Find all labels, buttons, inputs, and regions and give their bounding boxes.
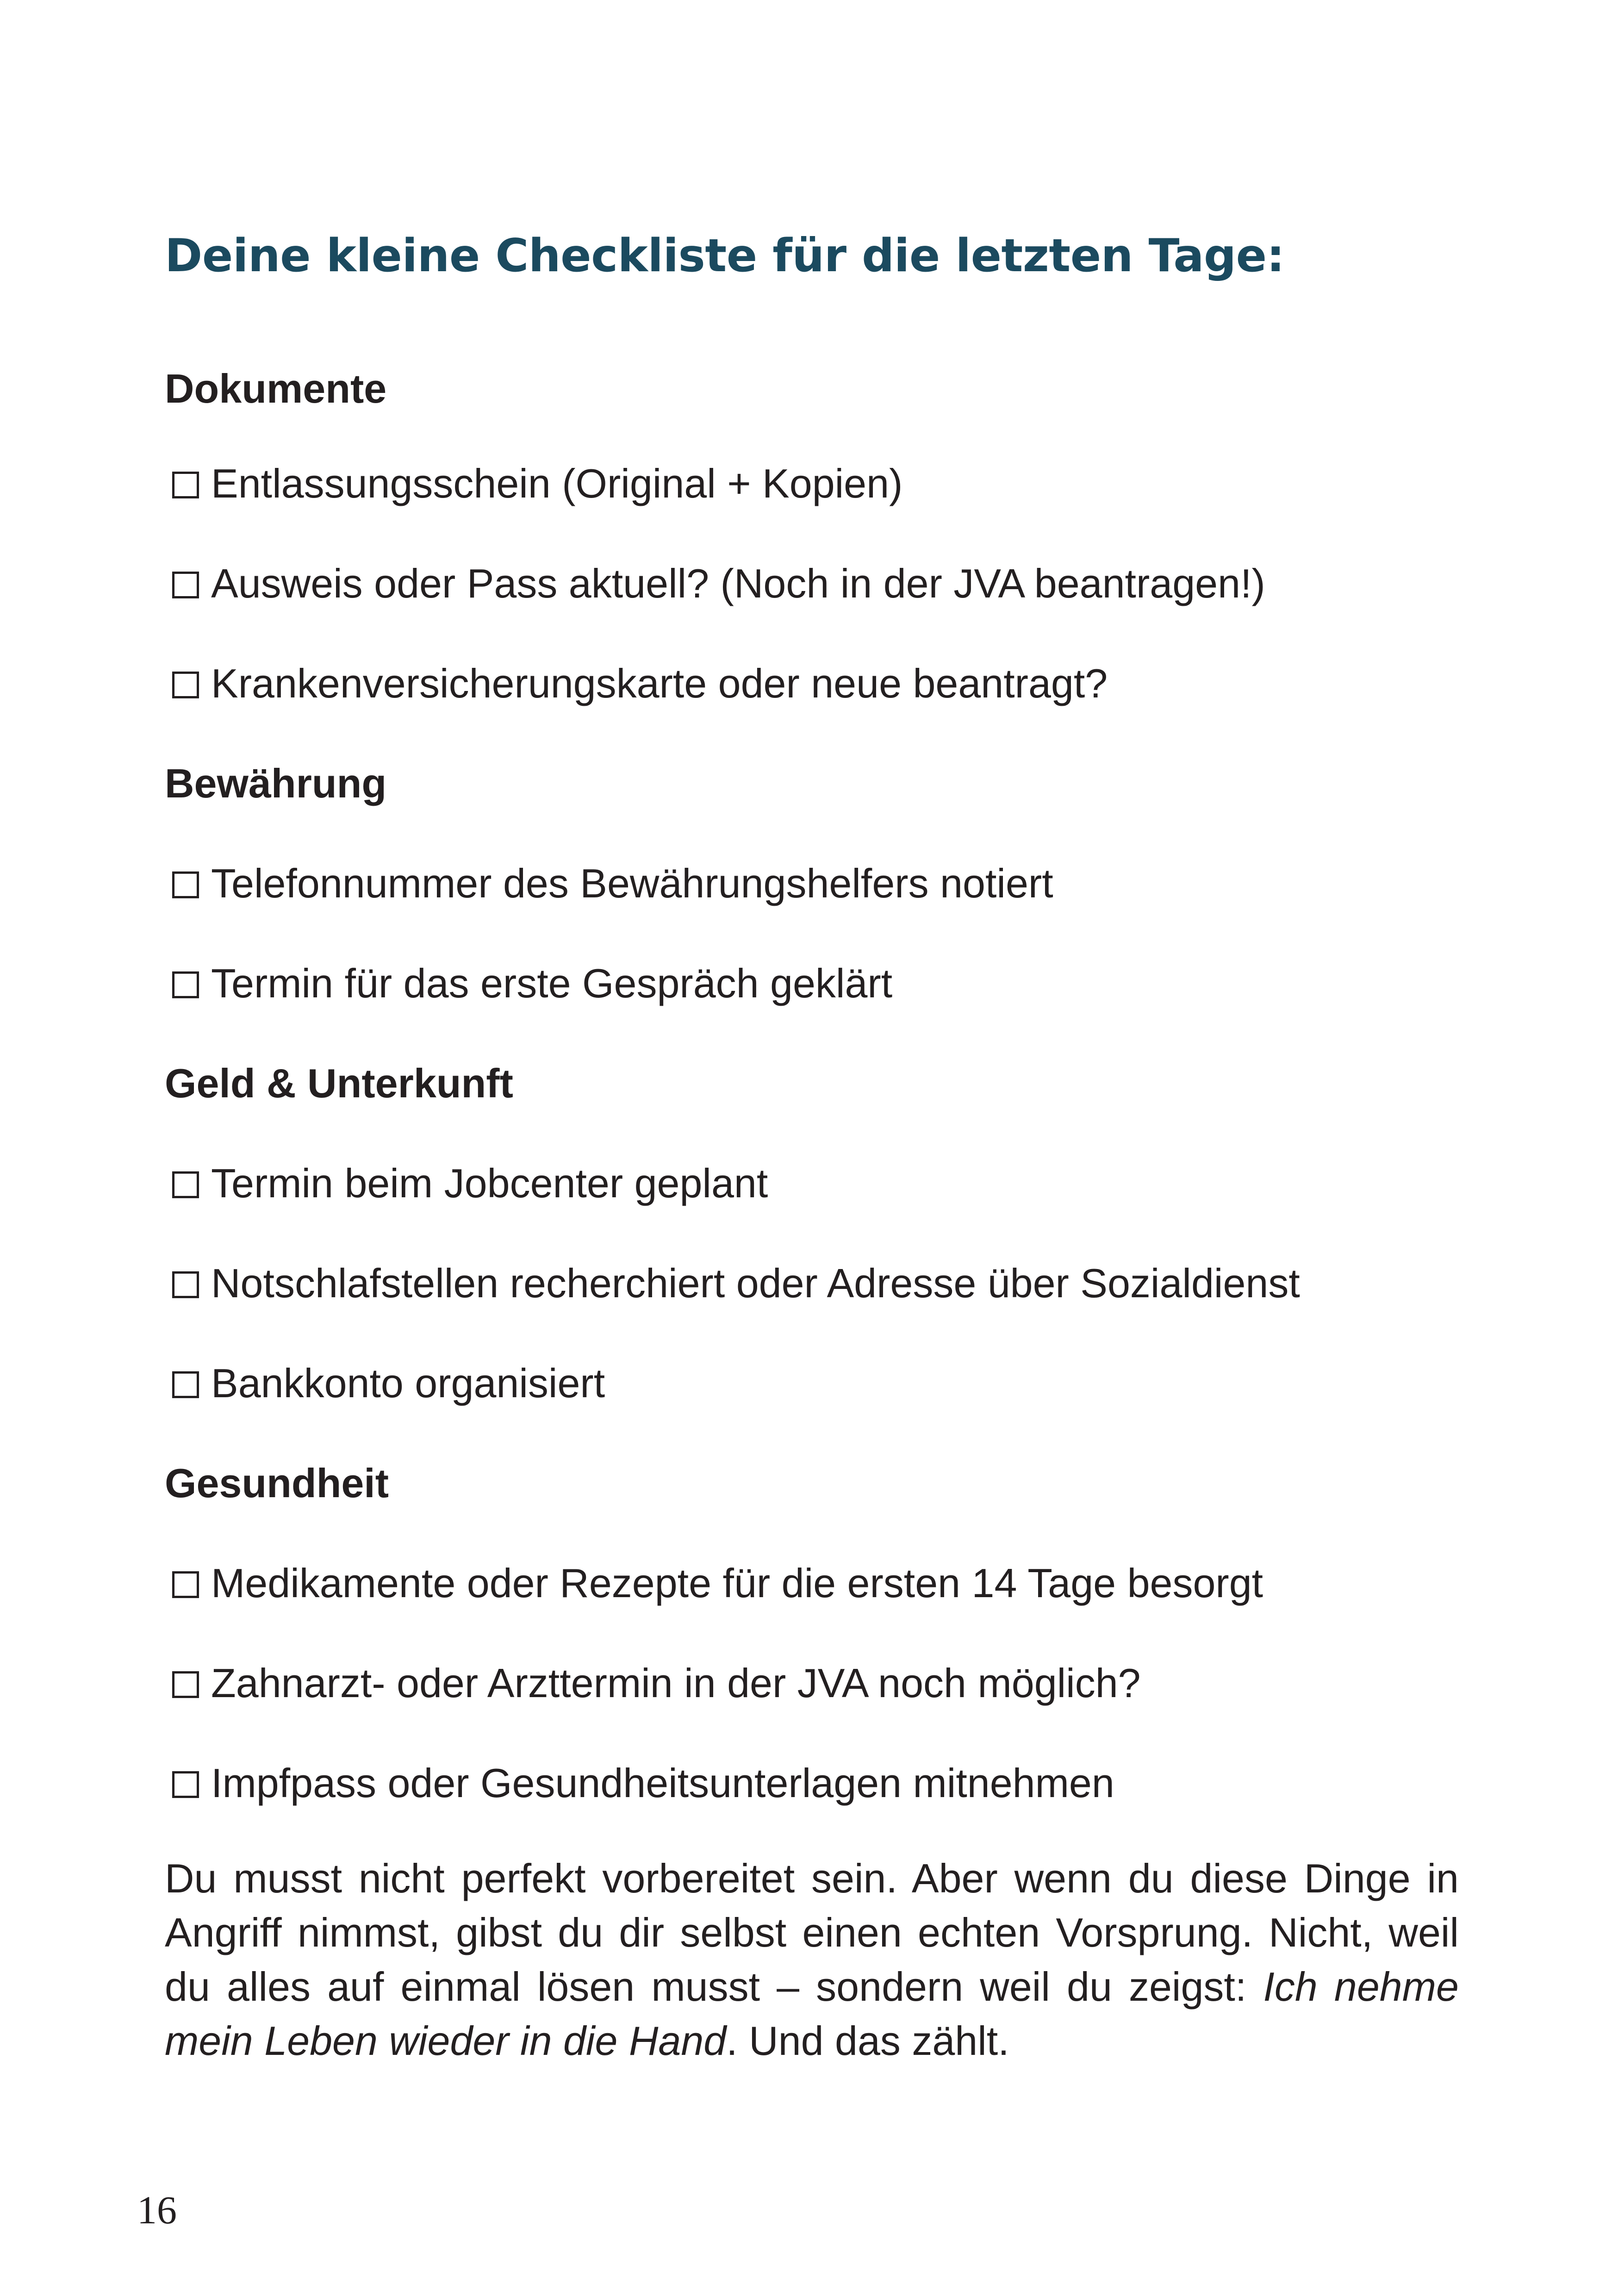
checkbox-icon[interactable] [172, 1671, 199, 1698]
checklist-item[interactable] [172, 1358, 605, 1409]
checklist-item-label: Zahnarzt- oder Arzttermin in der JVA noch möglich? [211, 1660, 1141, 1706]
checkbox-icon[interactable] [172, 1171, 199, 1198]
checklist-item[interactable] [172, 1658, 1141, 1709]
section-heading-dokumente: Dokumente [165, 366, 387, 411]
checklist-item[interactable] [172, 458, 902, 509]
checklist-item-label: Telefonnummer des Bewährungshelfers notiert [211, 860, 1053, 906]
checklist-item[interactable] [172, 658, 1108, 709]
checklist-item[interactable] [172, 558, 1265, 609]
checklist-item-label: Krankenversicherungskarte oder neue beantragt? [211, 660, 1108, 706]
page-number: 16 [137, 2188, 177, 2232]
section-heading-geld-unterkunft: Geld & Unterkunft [165, 1060, 513, 1106]
checkbox-icon[interactable] [172, 1271, 199, 1298]
page-title: Deine kleine Checkliste für die letzten Tage: [165, 230, 1285, 282]
closing-text-end: . Und das zählt. [726, 2018, 1009, 2064]
checklist-item-label: Entlassungsschein (Original + Kopien) [211, 460, 903, 506]
section-heading-bewaehrung: Bewährung [165, 760, 387, 806]
checklist-item-label: Ausweis oder Pass aktuell? (Noch in der JVA beantragen!) [211, 560, 1265, 606]
checklist-item[interactable] [172, 958, 892, 1009]
closing-emphasis: Ich nehme mein Leben wieder in die Hand [165, 1964, 1459, 2064]
checklist-item[interactable] [172, 1158, 768, 1209]
checkbox-icon[interactable] [172, 1771, 199, 1798]
checkbox-icon[interactable] [172, 971, 199, 998]
section-heading-gesundheit: Gesundheit [165, 1460, 389, 1506]
checkbox-icon[interactable] [172, 472, 199, 498]
checkbox-icon[interactable] [172, 1371, 199, 1398]
checklist-item-label: Termin beim Jobcenter geplant [211, 1160, 768, 1206]
checklist-item-label: Medikamente oder Rezepte für die ersten 14 Tage besorgt [211, 1560, 1263, 1606]
checklist-item[interactable] [172, 1558, 1263, 1609]
checklist-item-label: Notschlafstellen recherchiert oder Adresse über Sozialdienst [211, 1260, 1300, 1306]
checklist-item[interactable] [172, 1758, 1114, 1809]
checkbox-icon[interactable] [172, 871, 199, 898]
checkbox-icon[interactable] [172, 672, 199, 698]
checklist-item-label: Termin für das erste Gespräch geklärt [211, 960, 893, 1006]
checklist-item-label: Bankkonto organisiert [211, 1360, 605, 1406]
closing-text: Du musst nicht perfekt vorbereitet sein. Aber wenn du diese Dinge in Angriff nimmst, gibst du dir selbst einen echten Vorsprung. Nicht, weil du alles auf einmal lösen musst – sondern weil du zeigst: [165, 1855, 1459, 2010]
checklist-item[interactable] [172, 858, 1053, 909]
closing-paragraph [165, 1851, 1459, 2068]
checklist-item[interactable] [172, 1258, 1300, 1309]
checkbox-icon[interactable] [172, 572, 199, 598]
checkbox-icon[interactable] [172, 1571, 199, 1598]
checklist-item-label: Impfpass oder Gesundheitsunterlagen mitnehmen [211, 1760, 1114, 1806]
